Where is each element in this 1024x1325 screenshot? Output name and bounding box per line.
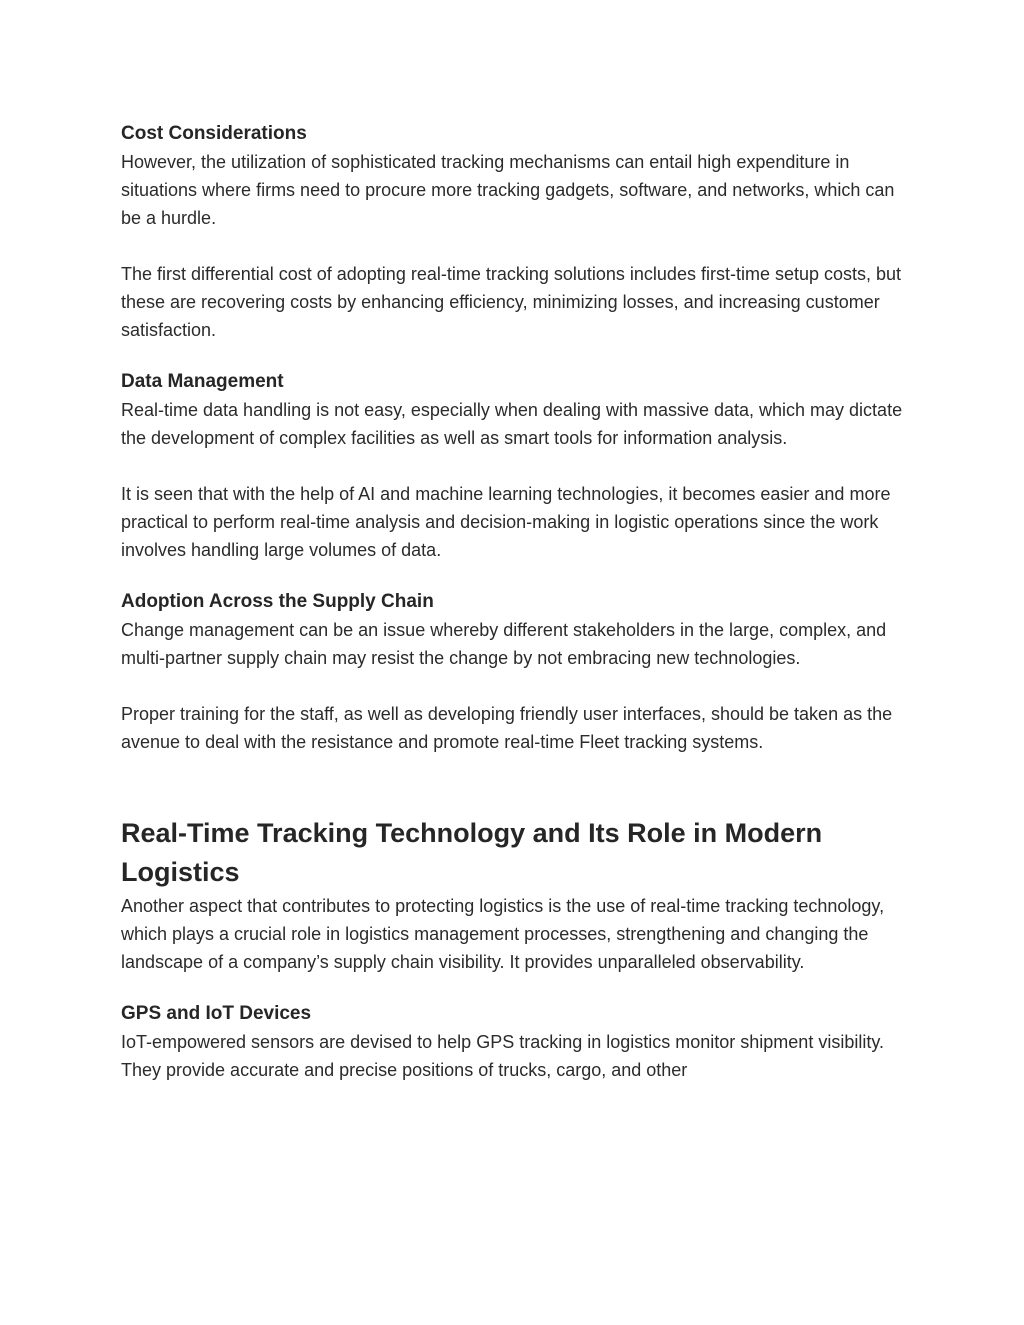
section-heading-adoption: Adoption Across the Supply Chain [121, 591, 434, 612]
document-page [121, 120, 911, 1084]
subsection-paragraph: IoT-empowered sensors are devised to help GPS tracking in logistics monitor shipment visibility. They provide accurate and precise positions of trucks, cargo, and other [121, 1032, 884, 1080]
section-paragraph: Real-time data handling is not easy, especially when dealing with massive data, which may dictate the development of complex facilities as well as smart tools for information analysis. [121, 400, 903, 448]
section-paragraph: Change management can be an issue whereby different stakeholders in the large, complex, and multi-partner supply chain may resist the change by not embracing new technologies. [121, 620, 887, 668]
main-heading: Real-Time Tracking Technology and Its Role in Modern Logistics [121, 818, 823, 887]
section-heading-data-management: Data Management [121, 371, 284, 392]
section-heading-cost-considerations: Cost Considerations [121, 123, 307, 144]
main-intro-paragraph: Another aspect that contributes to protecting logistics is the use of real-time tracking technology, which plays a crucial role in logistics management processes, strengthening and changing the landscape of a company’s supply chain visibility. It provides unparalleled observability. [121, 896, 885, 972]
section-paragraph: However, the utilization of sophisticated tracking mechanisms can entail high expenditure in situations where firms need to procure more tracking gadgets, software, and networks, which can be a hurdle. [121, 152, 895, 228]
subsection-heading-gps-iot: GPS and IoT Devices [121, 1003, 312, 1024]
section-paragraph: The first differential cost of adopting real-time tracking solutions includes first-time setup costs, but these are recovering costs by enhancing efficiency, minimizing losses, and increasing customer satisfaction. [121, 264, 902, 340]
section-paragraph: Proper training for the staff, as well as developing friendly user interfaces, should be taken as the avenue to deal with the resistance and promote real-time Fleet tracking systems. [121, 704, 893, 752]
section-paragraph: It is seen that with the help of AI and machine learning technologies, it becomes easier and more practical to perform real-time analysis and decision-making in logistic operations since the work involves handling large volumes of data. [121, 484, 891, 560]
